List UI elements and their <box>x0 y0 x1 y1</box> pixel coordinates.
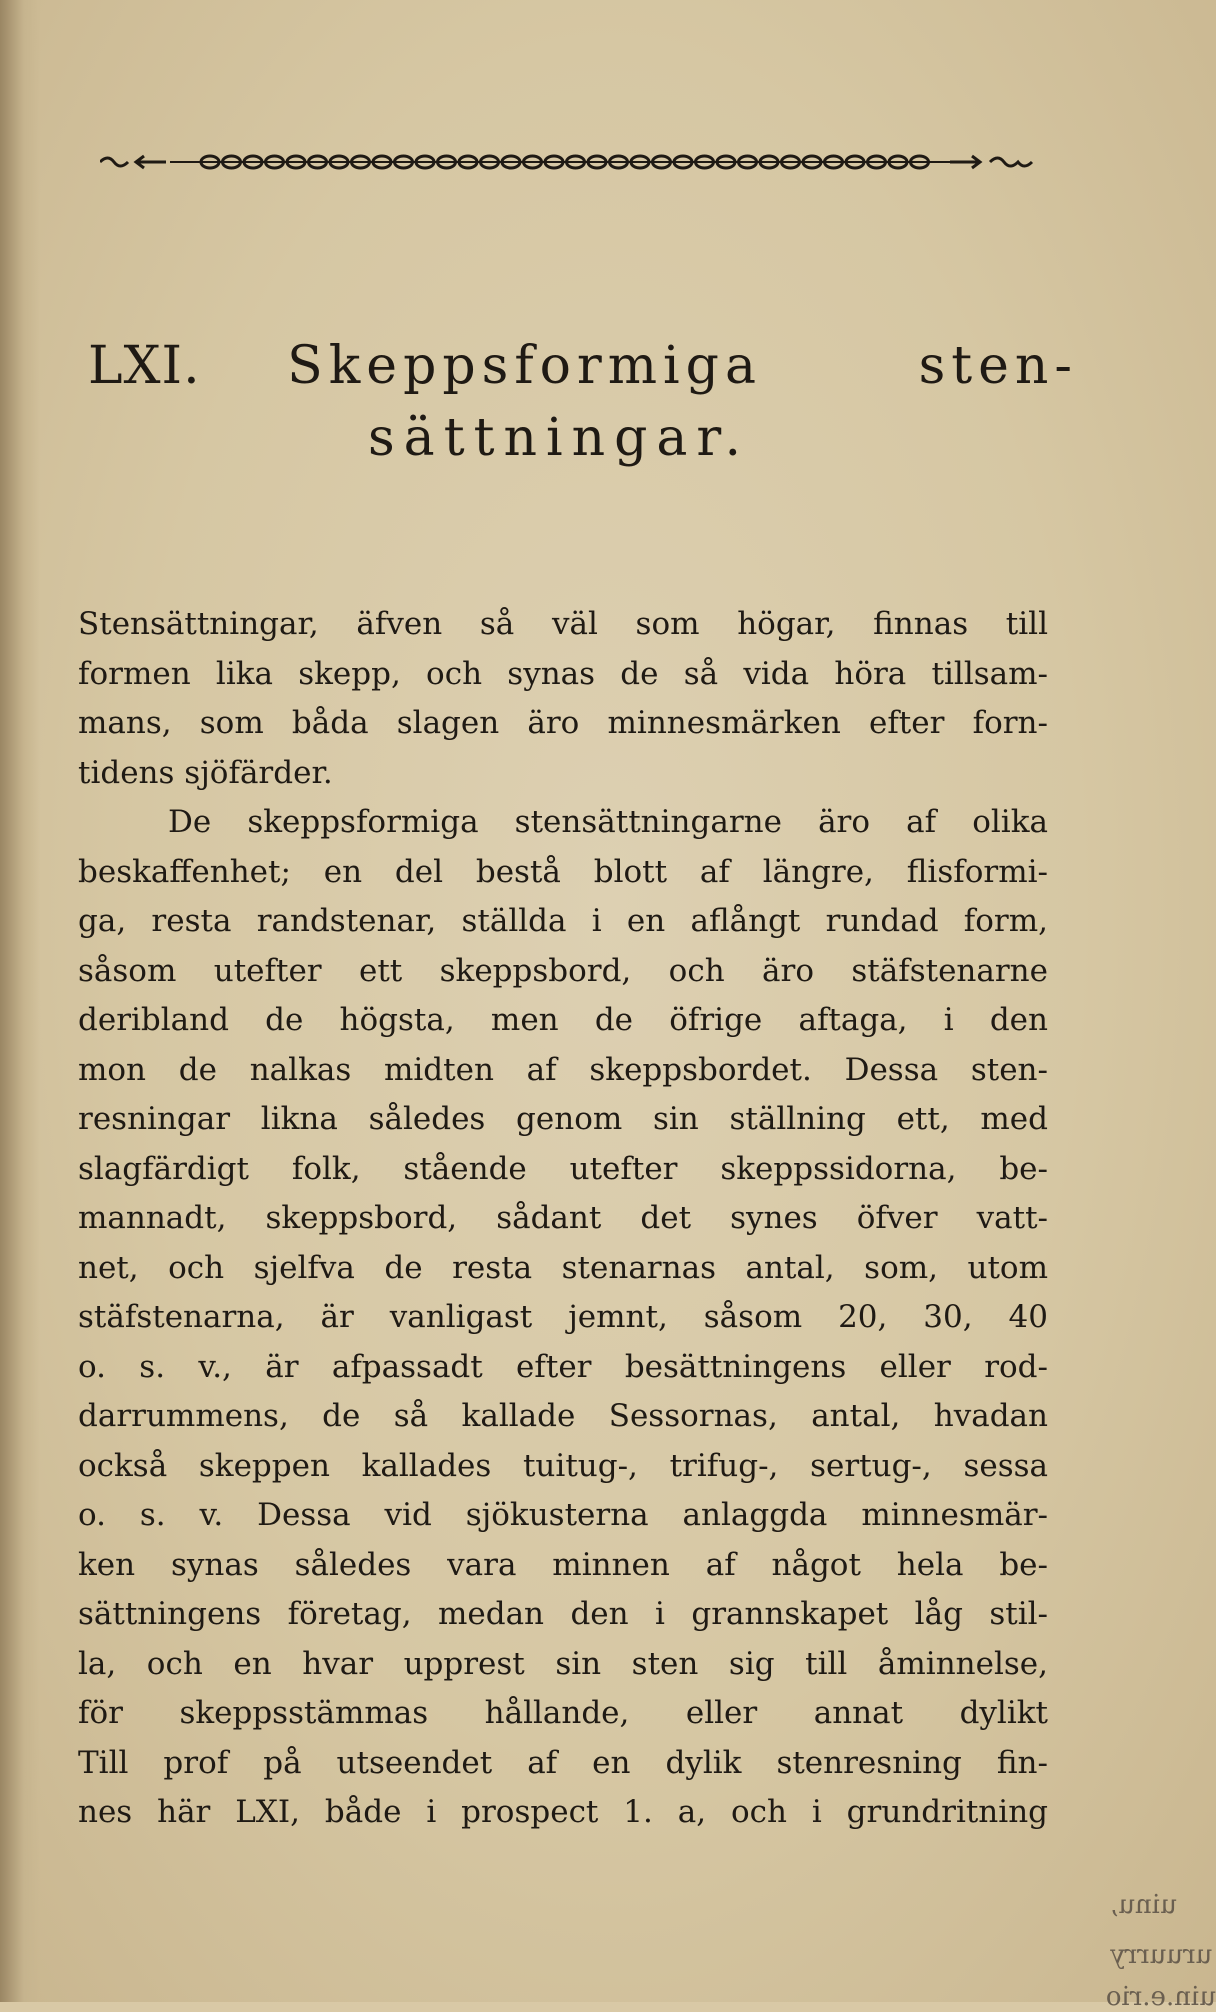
chapter-heading <box>88 330 1078 474</box>
text-line: också skeppen kallades tuitug-, trifug-, sertug-, sessa <box>78 1447 1048 1484</box>
ornament-divider <box>100 146 1060 176</box>
text-line: sättningens företag, medan den i grannskapet låg stil- <box>78 1596 1048 1632</box>
text-line: mans, som båda slagen äro minnesmärken efter forn- <box>78 705 1048 741</box>
text-line: la, och en hvar upprest sin sten sig till åminnelse, <box>78 1645 1048 1682</box>
bleed-through-text: uin.e.rio <box>1105 1982 1216 2012</box>
text-line: såsom utefter ett skeppsbord, och äro stäfstenarne <box>78 952 1048 989</box>
bleed-through-text: uruurry <box>1110 1940 1213 1970</box>
text-line: tidens sjöfärder. <box>78 754 333 791</box>
text-line: Stensättningar, äfven så väl som högar, finnas till <box>78 606 1048 642</box>
text-line: darrummens, de så kallade Sessornas, antal, hvadan <box>78 1398 1048 1434</box>
paragraph-1 <box>78 600 1048 798</box>
chapter-number: LXI. <box>88 336 201 396</box>
text-line: mon de nalkas midten af skeppsbordet. Dessa sten- <box>78 1051 1048 1088</box>
text-line: för skeppsstämmas hållande, eller annat dylikt <box>78 1695 1048 1731</box>
text-line: formen lika skepp, och synas de så vida höra tillsam- <box>78 655 1048 692</box>
text-line: o. s. v., är afpassadt efter besättningens eller rod- <box>78 1348 1048 1385</box>
text-line: o. s. v. Dessa vid sjökusterna anlaggda minnesmär- <box>78 1497 1048 1533</box>
body-text <box>78 600 1048 1838</box>
text-line: Till prof på utseendet af en dylik stenresning fin- <box>78 1744 1048 1781</box>
chapter-title-part2: sten- <box>918 336 1078 396</box>
text-line: stäfstenarna, är vanligast jemnt, såsom 20, 30, 40 <box>78 1299 1048 1335</box>
text-line: beskaffenhet; en del bestå blott af längre, flisformi- <box>78 853 1048 890</box>
text-line: De skeppsformiga stensättningarne äro af olika <box>168 804 1048 840</box>
text-line: ken synas således vara minnen af något hela be- <box>78 1546 1048 1583</box>
text-line: nes här LXI, både i prospect 1. a, och i grundritning <box>78 1794 1048 1830</box>
chapter-title-line2: sättningar. <box>368 408 751 468</box>
text-line: ga, resta randstenar, ställda i en aflångt rundad form, <box>78 903 1048 939</box>
text-line: deribland de högsta, men de öfrige aftaga, i den <box>78 1002 1048 1038</box>
binding-shadow <box>0 0 40 2002</box>
paragraph-2 <box>78 798 1048 1838</box>
chapter-title-part1: Skeppsformiga <box>287 336 762 396</box>
bleed-through-text: uinu, <box>1110 1890 1177 1920</box>
text-line: mannadt, skeppsbord, sådant det synes öfver vatt- <box>78 1200 1048 1236</box>
text-line: resningar likna således genom sin ställning ett, med <box>78 1101 1048 1137</box>
text-line: net, och sjelfva de resta stenarnas antal, som, utom <box>78 1249 1048 1286</box>
text-line: slagfärdigt folk, stående utefter skeppssidorna, be- <box>78 1150 1048 1187</box>
